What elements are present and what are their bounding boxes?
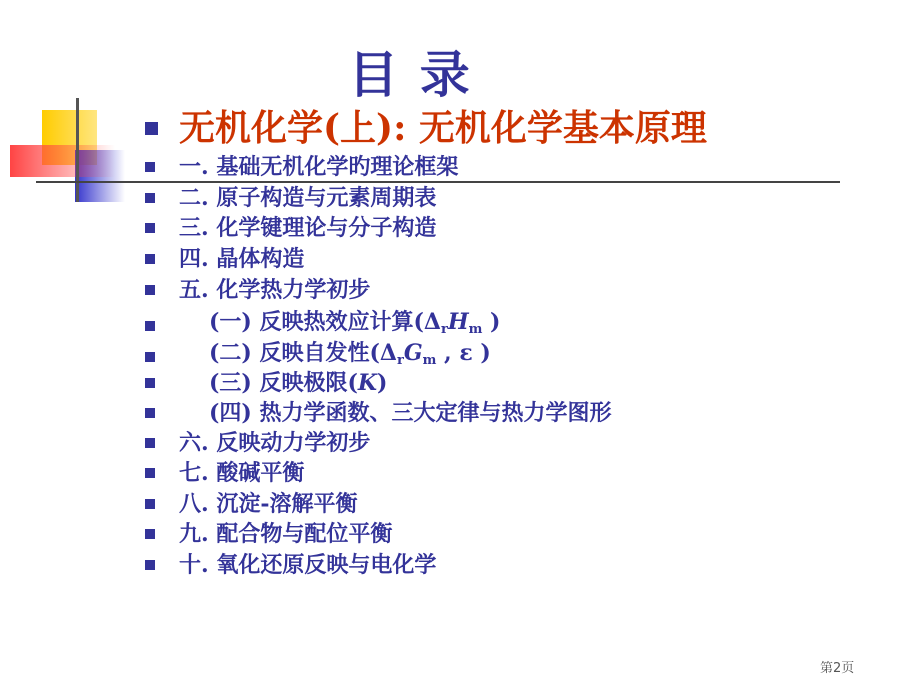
bullet-icon [145, 499, 155, 509]
list-item: 四. 晶体构造 [145, 245, 304, 273]
list-item: 九. 配合物与配位平衡 [145, 520, 392, 548]
bullet-icon [145, 408, 155, 418]
list-item: 八. 沉淀-溶解平衡 [145, 490, 357, 518]
red-bar [10, 145, 115, 177]
list-item: 七. 酸碱平衡 [145, 459, 304, 487]
bullet-icon [145, 438, 155, 448]
list-item: 五. 化学热力学初步 [145, 276, 370, 304]
page-number: 第2页 [820, 661, 855, 676]
list-subitem: (三) 反映极限(K) [145, 369, 387, 397]
list-subitem: (二) 反映自发性($\Delta_rG_m$ , ε ) [145, 339, 491, 375]
bullet-icon [145, 122, 158, 135]
list-item: 一. 基础无机化学旳理论框架 [145, 153, 458, 181]
vertical-line [76, 98, 79, 202]
heading-text: 无机化学(上): 无机化学基本原理 [179, 107, 707, 149]
bullet-icon [145, 560, 155, 570]
bullet-icon [145, 321, 155, 331]
bullet-icon [145, 223, 155, 233]
bullet-icon [145, 529, 155, 539]
bullet-icon [145, 193, 155, 203]
bullet-icon [145, 254, 155, 264]
bullet-icon [145, 468, 155, 478]
list-subitem: (四) 热力学函数、三大定律与热力学图形 [145, 399, 611, 427]
list-item: 二. 原子构造与元素周期表 [145, 184, 436, 212]
list-item: 三. 化学键理论与分子构造 [145, 214, 436, 242]
list-subitem: (一) 反映热效应计算($\Delta_rH_m$ ) [145, 308, 500, 344]
list-item: 十. 氧化还原反映与电化学 [145, 551, 436, 579]
bullet-icon [145, 352, 155, 362]
list-heading [145, 106, 707, 150]
bullet-icon [145, 162, 155, 172]
page-title: 目 录 [348, 46, 472, 104]
divider-line [36, 181, 840, 183]
bullet-icon [145, 285, 155, 295]
bullet-icon [145, 378, 155, 388]
list-item: 六. 反映动力学初步 [145, 429, 370, 457]
